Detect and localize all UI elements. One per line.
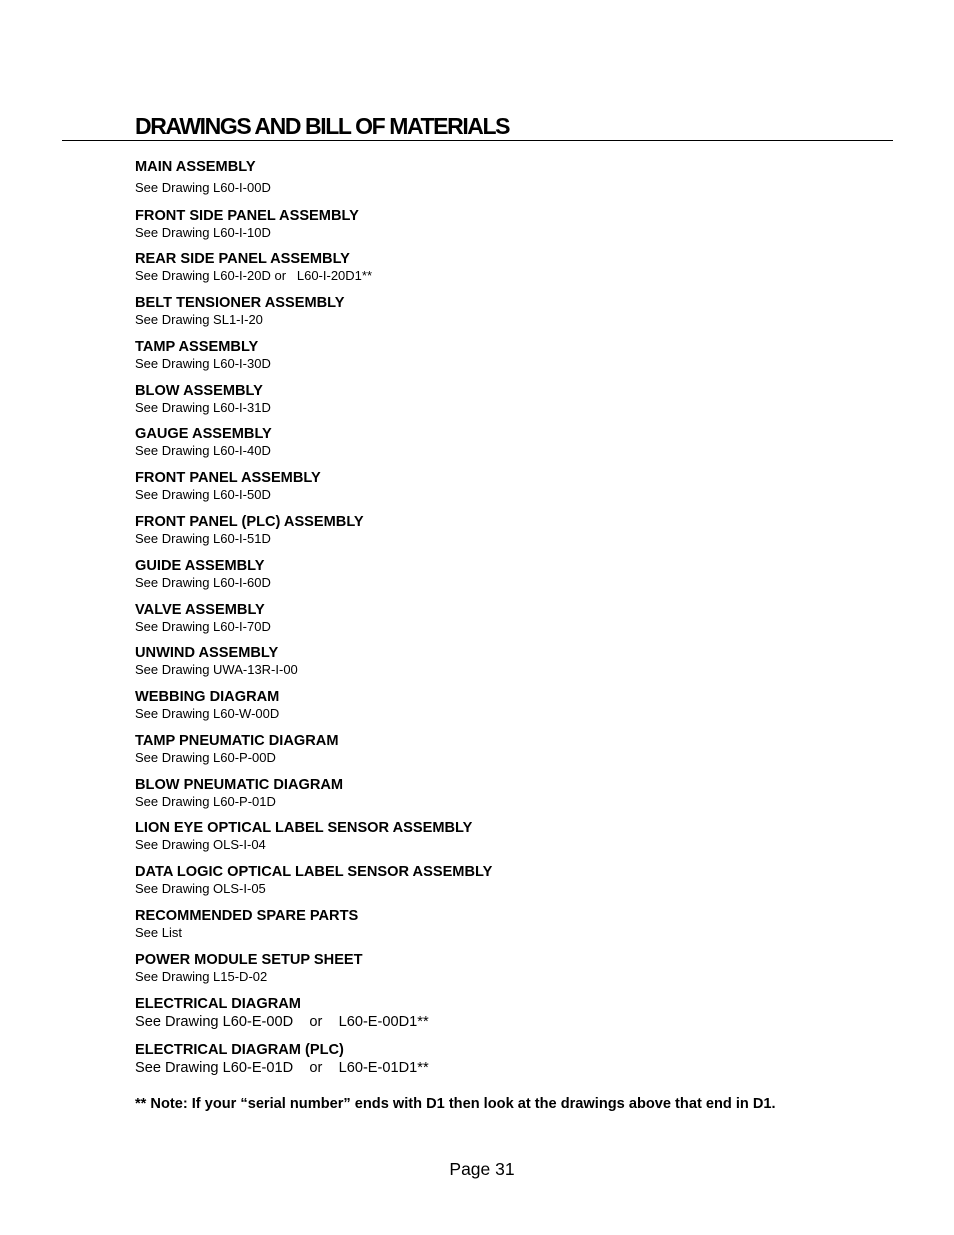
entry-heading: ELECTRICAL DIAGRAM (PLC) (135, 1042, 344, 1058)
entry-heading: ELECTRICAL DIAGRAM (135, 996, 301, 1012)
list-item (135, 514, 895, 547)
list-item (135, 733, 895, 766)
entry-detail: See Drawing L60-I-51D (135, 531, 271, 546)
entry-detail: See Drawing L60-E-00D or L60-E-00D1** (135, 1014, 429, 1030)
list-item (135, 602, 895, 635)
list-item (135, 1042, 895, 1077)
entry-heading: MAIN ASSEMBLY (135, 159, 256, 175)
entry-detail: See Drawing L60-E-01D or L60-E-01D1** (135, 1060, 429, 1076)
entry-detail: See Drawing L60-I-20D or L60-I-20D1** (135, 268, 373, 283)
serial-number-note: ** Note: If your “serial number” ends with D1 then look at the drawings above that end in D1. (135, 1096, 776, 1112)
entry-heading: LION EYE OPTICAL LABEL SENSOR ASSEMBLY (135, 820, 473, 836)
entry-heading: GAUGE ASSEMBLY (135, 426, 272, 442)
entry-heading: TAMP ASSEMBLY (135, 339, 259, 355)
list-item (135, 383, 895, 416)
entry-heading: BLOW ASSEMBLY (135, 383, 263, 399)
list-item (135, 208, 895, 241)
list-item (135, 251, 895, 284)
entry-heading: RECOMMENDED SPARE PARTS (135, 908, 359, 924)
list-item (135, 159, 895, 196)
entry-detail: See Drawing L60-I-10D (135, 225, 271, 240)
entry-detail: See Drawing L60-P-01D (135, 794, 276, 809)
list-item (135, 426, 895, 459)
list-item (135, 339, 895, 372)
entry-detail: See Drawing L60-I-40D (135, 443, 271, 458)
list-item (135, 645, 895, 678)
page-title: DRAWINGS AND BILL OF MATERIALS (135, 113, 510, 139)
entry-detail: See Drawing L60-W-00D (135, 706, 280, 721)
entry-heading: BELT TENSIONER ASSEMBLY (135, 295, 345, 311)
entry-detail: See Drawing OLS-I-04 (135, 837, 266, 852)
list-item (135, 470, 895, 503)
entry-heading: BLOW PNEUMATIC DIAGRAM (135, 777, 344, 793)
entry-detail: See List (135, 925, 182, 940)
entry-heading: GUIDE ASSEMBLY (135, 558, 265, 574)
page-number: Page 31 (449, 1159, 515, 1179)
entry-detail: See Drawing L15-D-02 (135, 969, 268, 984)
list-item (135, 996, 895, 1031)
entry-heading: FRONT PANEL (PLC) ASSEMBLY (135, 514, 364, 530)
entry-heading: UNWIND ASSEMBLY (135, 645, 279, 661)
entry-detail: See Drawing L60-I-00D (135, 180, 271, 195)
entry-heading: FRONT PANEL ASSEMBLY (135, 470, 321, 486)
title-rule (62, 140, 893, 141)
list-item (135, 689, 895, 722)
list-item (135, 820, 895, 853)
entry-detail: See Drawing UWA-13R-I-00 (135, 662, 298, 677)
list-item (135, 777, 895, 810)
entry-detail: See Drawing OLS-I-05 (135, 881, 266, 896)
entry-heading: VALVE ASSEMBLY (135, 602, 265, 618)
entry-detail: See Drawing L60-I-31D (135, 400, 271, 415)
entry-heading: DATA LOGIC OPTICAL LABEL SENSOR ASSEMBLY (135, 864, 493, 880)
list-item (135, 558, 895, 591)
entry-detail: See Drawing L60-I-50D (135, 487, 271, 502)
entry-detail: See Drawing L60-I-30D (135, 356, 271, 371)
entry-heading: FRONT SIDE PANEL ASSEMBLY (135, 208, 359, 224)
entry-detail: See Drawing L60-I-60D (135, 575, 271, 590)
entry-heading: TAMP PNEUMATIC DIAGRAM (135, 733, 339, 749)
entry-heading: POWER MODULE SETUP SHEET (135, 952, 363, 968)
entry-heading: WEBBING DIAGRAM (135, 689, 280, 705)
entry-detail: See Drawing SL1-I-20 (135, 312, 263, 327)
entry-heading: REAR SIDE PANEL ASSEMBLY (135, 251, 350, 267)
list-item (135, 295, 895, 328)
entry-detail: See Drawing L60-P-00D (135, 750, 276, 765)
list-item (135, 952, 895, 985)
list-item (135, 908, 895, 941)
list-item (135, 864, 895, 897)
entry-detail: See Drawing L60-I-70D (135, 619, 271, 634)
